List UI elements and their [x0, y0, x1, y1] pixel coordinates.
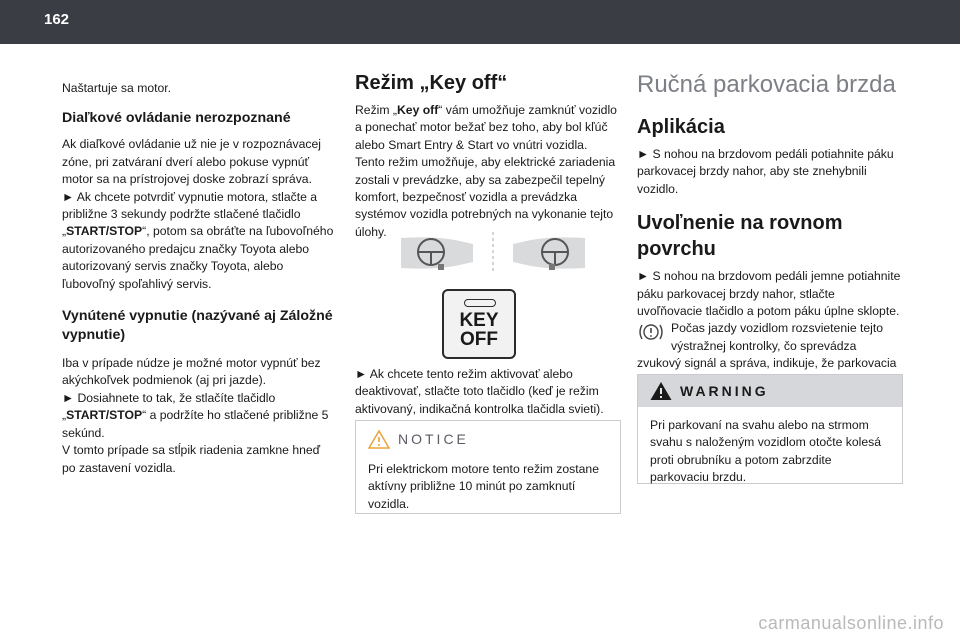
forced-paragraph-3: V tomto prípade sa stĺpik riadenia zamkne hneď po zastavení vozidla. [62, 443, 321, 475]
heading-release-flat: Uvoľnenie na rovnom povrchu [637, 212, 843, 261]
page-header-bar [0, 0, 960, 44]
forced-paragraph-2 [62, 390, 334, 442]
warning-text: Pri parkovaní na svahu alebo na strmom svahu s naloženým vozidlom otočte kolesá proti obrubníku a potom zabrzdite parkovaciu brzdu. [650, 418, 882, 485]
notice-body [356, 453, 620, 521]
start-stop-label-2: START/STOP [66, 408, 143, 423]
remote-text-a: ► Ak chcete potvrdiť vypnutie motora, stlačte a približne 3 sekundy podržte stlačené tlačidlo „ [62, 189, 318, 239]
notice-text: Pri elektrickom motore tento režim zostane aktívny približne 10 minút po zamknutí vozidla. [368, 462, 599, 511]
heading-parking-brake: Ručná parkovacia brzda [637, 71, 896, 98]
notice-title: NOTICE [398, 431, 469, 447]
parking-brake-indicator-icon [637, 322, 665, 342]
steering-wheel-illustration [393, 228, 593, 278]
indicator-text: Počas jazdy vozidlom rozsvietenie tejto výstražnej kontrolky, čo sprevádza zvukový signál a správa, indikuje, že parkovacia [637, 321, 897, 371]
heading-remote-not-detected: Diaľkové ovládanie nerozpoznané [62, 110, 291, 127]
notice-header [356, 425, 620, 453]
notice-box [355, 420, 621, 514]
keyoff-text-c: “ vám umožňuje zamknúť vozidlo a ponechať motor bežať bez toho, aby bol kľúč alebo Smart Entry & Start vo vnútri vozidla. [355, 103, 617, 152]
keyoff-text-a: Režim „ [355, 103, 397, 117]
warning-box [637, 374, 903, 484]
forced-text-c: “ a podržíte ho stlačené približne 5 sekúnd. [62, 408, 329, 440]
keyoff-bold: Key off [396, 103, 439, 117]
start-stop-label: START/STOP [66, 224, 143, 239]
release-paragraph: ► S nohou na brzdovom pedáli jemne potiahnite páku parkovacej brzdy nahor, stlačte uvoľňovacie tlačidlo a potom páku úplne sklopte. [637, 269, 901, 319]
warning-title: WARNING [680, 383, 769, 399]
keyoff-paragraph-2: Tento režim umožňuje, aby elektrické zariadenia zostali v prevádzke, aby sa zabezpečil tepelný komfort, bezpečnosť vozidla a prevádzka systémov vozidla potrebných na vykonanie tejto úlohy. [355, 155, 616, 239]
heading-forced-shutdown: Vynútené vypnutie (nazývané aj Záložné vypnutie) [62, 308, 333, 344]
key-off-line-2: OFF [460, 329, 498, 350]
column-right [637, 66, 902, 485]
indicator-slot [464, 299, 496, 307]
key-off-label [444, 311, 514, 349]
remote-paragraph-1: Ak diaľkové ovládanie už nie je v rozpoznávacej zóne, pri zatváraní dverí alebo pokuse vypnúť motor sa na prístrojovej doske zobrazí správa. [62, 137, 321, 187]
keyoff-paragraph-1 [355, 102, 621, 154]
column-middle [355, 66, 621, 511]
warning-header [638, 375, 902, 407]
key-off-button-illustration [442, 289, 516, 359]
forced-paragraph-1: Iba v prípade núdze je možné motor vypnúť bez akýchkoľvek podmienok (aj pri jazde). [62, 356, 321, 388]
warning-triangle-icon [368, 429, 390, 449]
heading-application: Aplikácia [637, 116, 725, 138]
intro-text: Naštartuje sa motor. [62, 81, 172, 95]
column-left [62, 66, 334, 477]
page-number: 162 [44, 11, 70, 28]
remote-paragraph-2 [62, 189, 334, 293]
forced-text-a: ► Dosiahnete to tak, že stlačíte tlačidlo „ [62, 390, 276, 423]
warning-triangle-icon [650, 381, 672, 401]
heading-key-off: Režim „Key off“ [355, 72, 508, 94]
remote-text-c: “, potom sa obráťte na ľubovoľného autorizovaného predajcu značky Toyota alebo autorizovaný servis značky Toyota, alebo ľubovoľný spoľahlivý servis. [62, 224, 334, 291]
watermark: carmanualsonline.info [758, 613, 944, 633]
warning-body [638, 407, 902, 495]
activate-paragraph: ► Ak chcete tento režim aktivovať alebo deaktivovať, stlačte toto tlačidlo (keď je režim aktivovaný, indikačná kontrolka tlačidla svieti). [355, 367, 604, 416]
application-paragraph: ► S nohou na brzdovom pedáli potiahnite páku parkovacej brzdy nahor, aby ste znehybnili vozidlo. [637, 147, 894, 196]
key-off-line-1: KEY [459, 310, 499, 331]
